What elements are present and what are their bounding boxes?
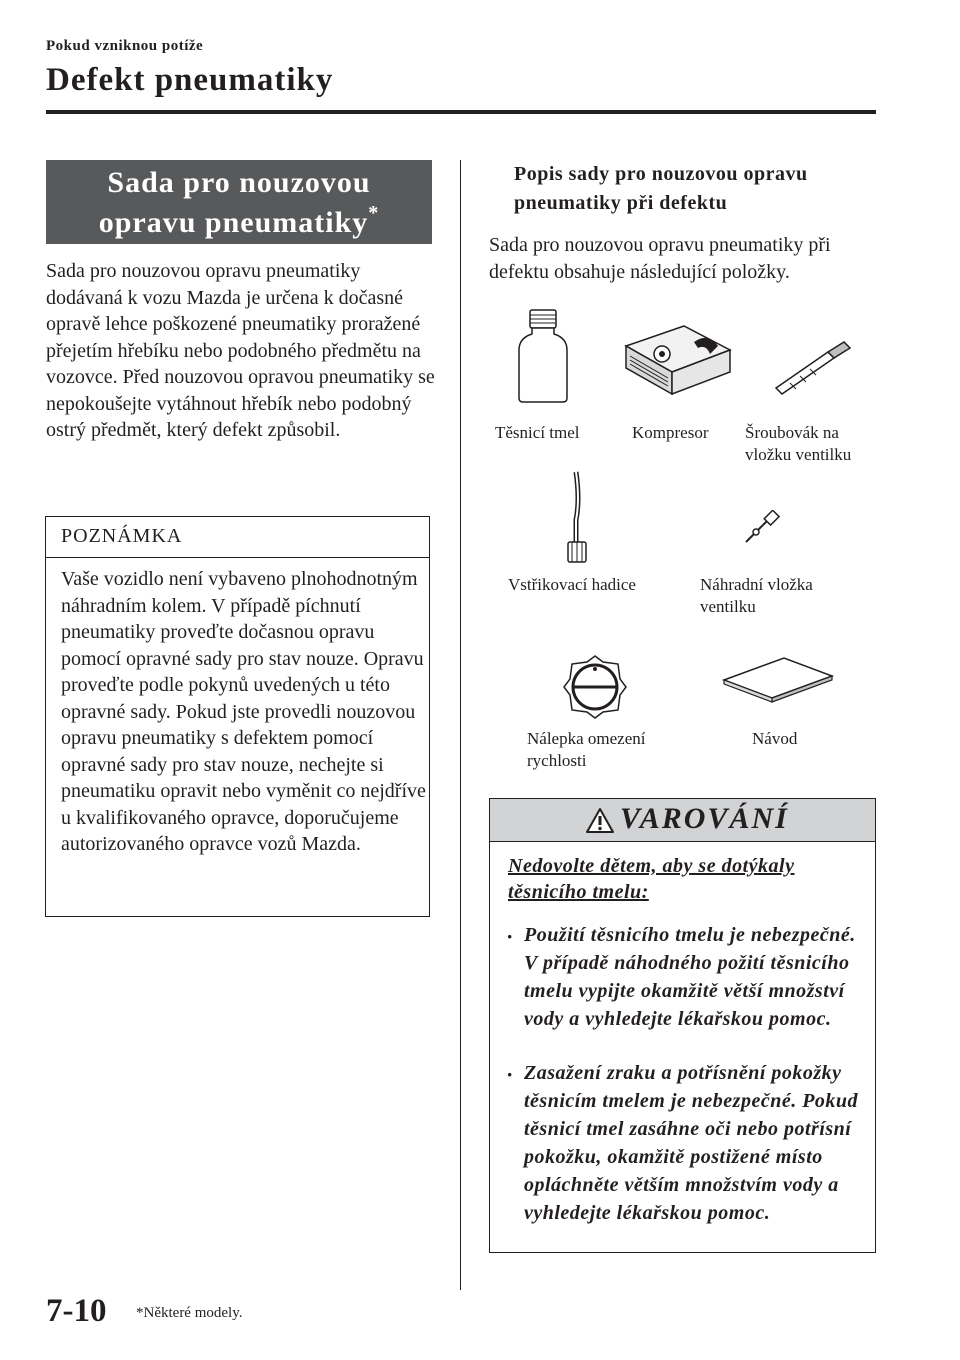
warning-lead: Nedovolte dětem, aby se dotýkaly těsnicího tmelu: [508, 855, 795, 903]
label-compressor: Kompresor [632, 423, 709, 442]
bullet-dot-1: · [506, 924, 514, 949]
section-title: Defekt pneumatiky [46, 62, 334, 98]
warning-bullet-1: Použití těsnicího tmelu je nebezpečné. V případě náhodného požití těsnicího tmelu vypijte okamžitě větší množství vody a vyhledejte lékařskou pomoc. [524, 924, 856, 1030]
valve-core-tool-icon [770, 338, 852, 396]
warning-header [490, 799, 875, 842]
kit-subheading: Popis sady pro nouzovou opravu pneumatiky při defektu [514, 163, 808, 214]
injection-hose-icon [562, 470, 592, 566]
footnote-mark: * [368, 202, 380, 224]
valve-core-icon [742, 510, 784, 546]
banner-line-2 [46, 203, 432, 243]
banner-line-2-text: opravu pneumatiky [98, 206, 369, 239]
label-sealant: Těsnicí tmel [495, 423, 580, 442]
warning-bullet-2: Zasažení zraku a potřísnění pokožky těsnicím tmelem je nebezpečné. Pokud těsnicí tmel zasáhne oči nebo potřísní pokožku, okamžitě postižené místo opláchněte větším množstvím vody a vyhledejte lékařskou pomoc. [524, 1062, 859, 1224]
sealant-bottle-icon [515, 308, 571, 404]
intro-paragraph: Sada pro nouzovou opravu pneumatiky dodávaná k vozu Mazda je určena k dočasné opravě lehce poškozené pneumatiky proražené přejetím hřebíku nebo podobného předmětu na vozovce. Před nouzovou opravou pneumatiky se nepokoušejte vytáhnout hřebík nebo podobný ostrý předmět, který defekt způsobil. [46, 260, 435, 441]
note-header [46, 517, 429, 558]
label-speed-sticker: Nálepka omezení rychlosti [527, 729, 646, 770]
note-title: POZNÁMKA [61, 525, 183, 547]
header-rule [46, 110, 876, 114]
note-box [45, 516, 430, 917]
label-manual: Návod [752, 729, 798, 748]
speed-limit-sticker-icon [562, 654, 628, 720]
bullet-dot-2: · [506, 1062, 514, 1087]
label-valve-core: Náhradní vložka ventilku [700, 575, 813, 616]
topic-banner [46, 160, 432, 244]
note-text: Vaše vozidlo není vybaveno plnohodnotným náhradním kolem. V případě píchnutí pneumatiky proveďte dočasnou opravu pomocí opravné sady pro stav nouze. Opravu proveďte podle pokynů uvedených u této opravné sady. Pokud jste provedli nouzovou opravu pneumatiky s defektem pomocí opravné sady pro stav nouze, nechejte si pneumatiku opravit nebo vyměnit co nejdříve u kvalifikovaného opravce, doporučujeme autorizovaného opravce vozů Mazda. [61, 568, 426, 855]
label-valve-core-tool: Šroubovák na vložku ventilku [745, 423, 852, 464]
warning-triangle-icon [585, 807, 615, 834]
compressor-icon [622, 322, 734, 398]
column-divider [460, 160, 461, 1290]
page-number: 7-10 [46, 1293, 107, 1329]
chapter-title: Pokud vzniknou potíže [46, 38, 204, 54]
warning-box [489, 798, 876, 1253]
kit-intro: Sada pro nouzovou opravu pneumatiky při defektu obsahuje následující položky. [489, 234, 831, 283]
warning-title: VAROVÁNÍ [620, 802, 789, 835]
footnote: *Některé modely. [136, 1305, 243, 1321]
banner-line-1: Sada pro nouzovou [107, 166, 371, 199]
manual-icon [720, 654, 836, 704]
label-injection-hose: Vstřikovací hadice [508, 575, 636, 594]
